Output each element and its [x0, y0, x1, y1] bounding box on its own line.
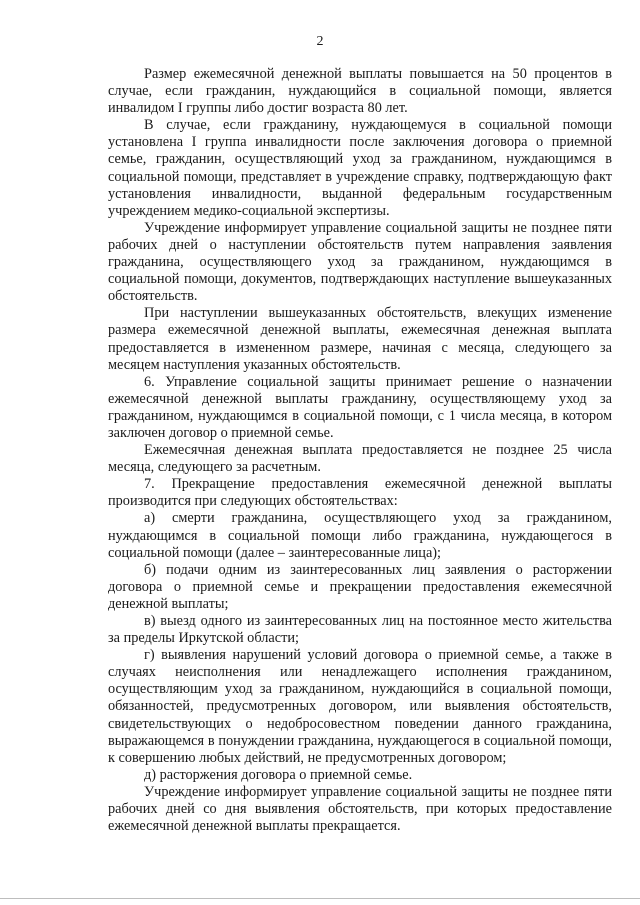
- paragraph: 7. Прекращение предоставления ежемесячной денежной выплаты производится при следующих обстоятельствах:: [108, 476, 612, 510]
- paragraph: Учреждение информирует управление социальной защиты не позднее пяти рабочих дней о наступлении обстоятельств путем направления заявления гражданина, осуществляющего уход за гражданином, нуждающимся в социальной помощи, документов, подтверждающих наступление вышеуказанных обстоятельств.: [108, 219, 612, 305]
- paragraph: В случае, если гражданину, нуждающемуся в социальной помощи установлена I группа инвалидности после заключения договора о приемной семье, гражданин, осуществляющий уход за гражданином, нуждающимся в социальной помощи, представляет в учреждение справку, подтверждающую факт установления инвалидности, выданной федеральным государственным учреждением медико-социальной экспертизы.: [108, 117, 612, 219]
- paragraph: Размер ежемесячной денежной выплаты повышается на 50 процентов в случае, если гражданин, нуждающийся в социальной помощи, является инвалидом I группы либо достиг возраста 80 лет.: [108, 66, 612, 117]
- list-item: а) смерти гражданина, осуществляющего уход за гражданином, нуждающимся в социальной помощи либо гражданина, нуждающегося в социальной помощи (далее – заинтересованные лица);: [108, 510, 612, 561]
- list-item: в) выезд одного из заинтересованных лиц на постоянное место жительства за пределы Иркутской области;: [108, 613, 612, 647]
- list-item: б) подачи одним из заинтересованных лиц заявления о расторжении договора о приемной семье и прекращении предоставления ежемесячной денежной выплаты;: [108, 561, 612, 612]
- paragraph: Учреждение информирует управление социальной защиты не позднее пяти рабочих дней со дня выявления обстоятельств, при которых предоставление ежемесячной денежной выплаты прекращается.: [108, 783, 612, 835]
- list-item: д) расторжения договора о приемной семье.: [144, 766, 413, 783]
- paragraph: При наступлении вышеуказанных обстоятельств, влекущих изменение размера ежемесячной денежной выплаты, ежемесячная денежная выплата предоставляется в измененном размере, начиная с месяца, следующего за месяцем наступления указанных обстоятельств.: [108, 305, 612, 373]
- document-body: [108, 66, 612, 835]
- paragraph: Ежемесячная денежная выплата предоставляется не позднее 25 числа месяца, следующего за расчетным.: [108, 442, 612, 476]
- page-number: 2: [316, 34, 324, 49]
- paragraph: 6. Управление социальной защиты принимает решение о назначении ежемесячной денежной выплаты гражданину, осуществляющему уход за гражданином, нуждающимся в социальной помощи, с 1 числа месяца, в котором заключен договор о приемной семье.: [108, 373, 612, 441]
- list-item: г) выявления нарушений условий договора о приемной семье, а также в случаях неисполнения или ненадлежащего исполнения гражданином, осуществляющим уход за гражданином, нуждающийся в социальной помощи, обязанностей, предусмотренных договором, или выявления обстоятельств, свидетельствующих о недобросовестном поведении данного гражданина, выражающемся в понуждении гражданина, нуждающегося в социальной помощи, к совершению любых действий, не предусмотренных договором;: [108, 647, 612, 766]
- scan-edge-divider: [0, 898, 640, 899]
